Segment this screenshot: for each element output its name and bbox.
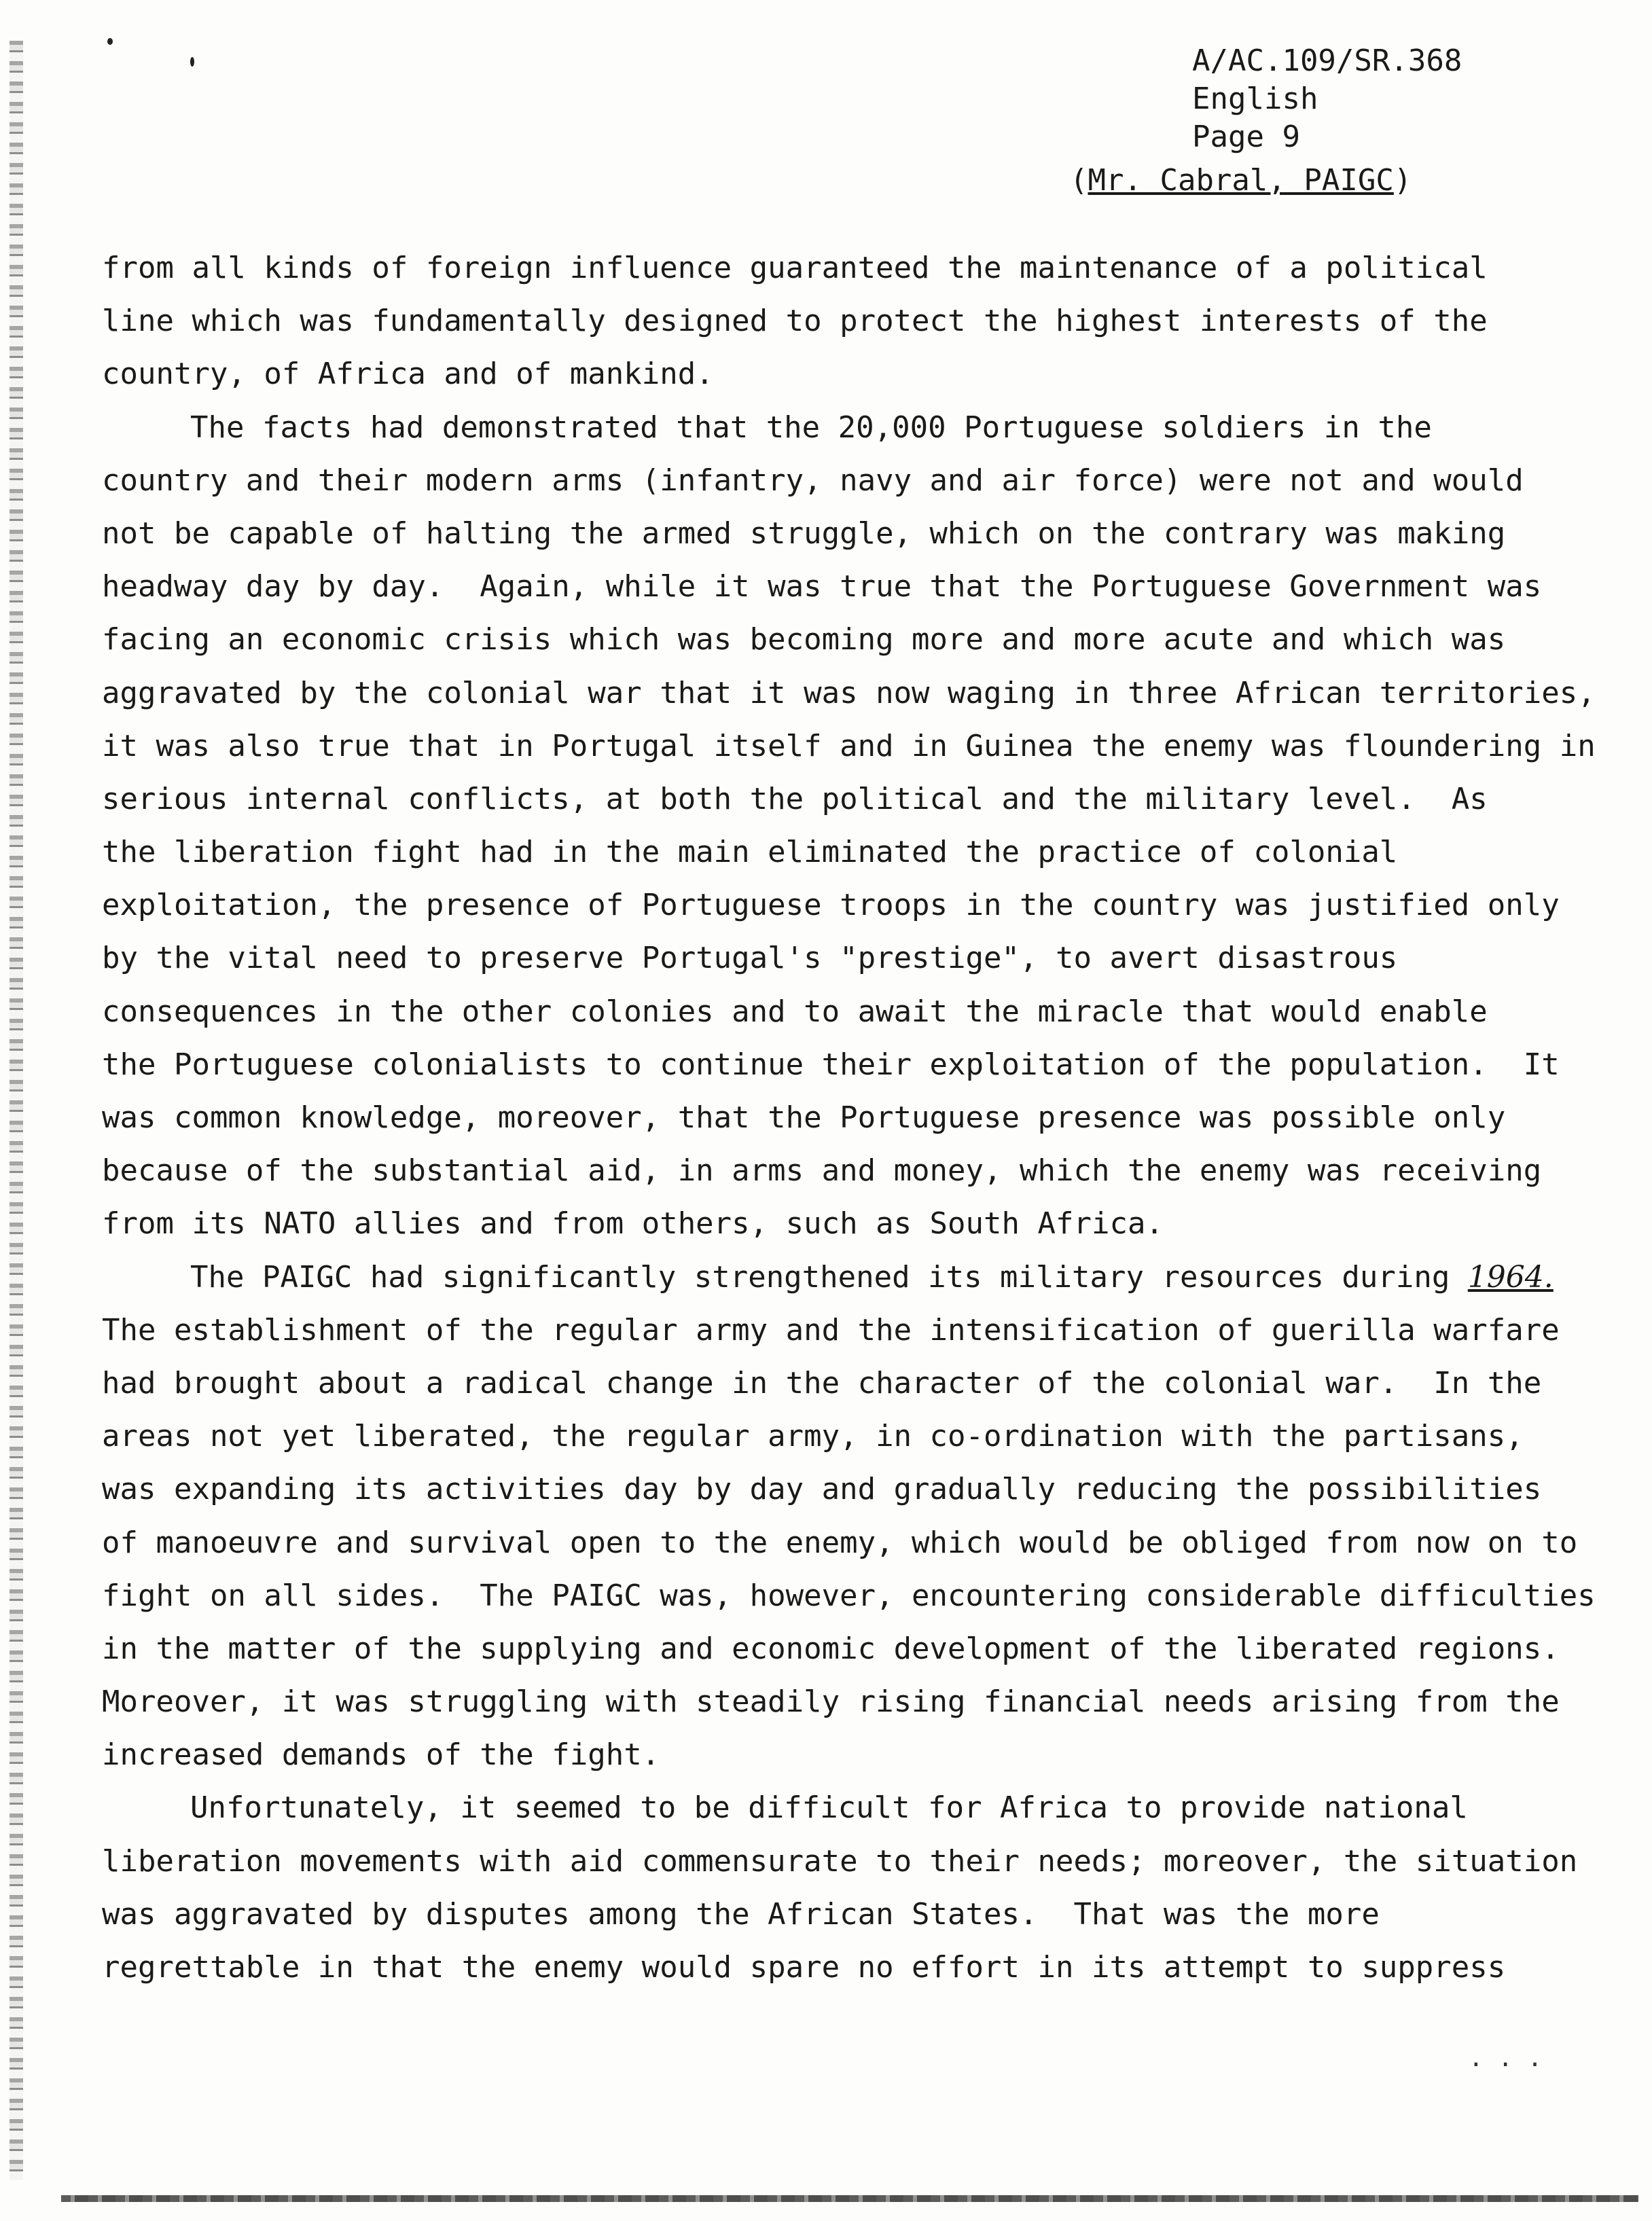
text-line xyxy=(102,1517,1578,1570)
speaker-name: Mr. Cabral, PAIGC xyxy=(1088,163,1394,198)
scan-binding-edge xyxy=(10,41,23,2180)
text-line xyxy=(102,986,1542,1039)
body-text xyxy=(102,242,1596,1994)
scan-speck xyxy=(107,38,113,45)
text-line xyxy=(102,295,1542,348)
handwritten-year: 1964. xyxy=(1467,1259,1554,1295)
text-line xyxy=(102,826,1542,879)
line-text: of manoeuvre and survival open to the enemy, which would be obliged from now on to xyxy=(102,1525,1578,1560)
line-text: The establishment of the regular army and the intensification of guerilla warfare xyxy=(102,1312,1560,1348)
text-line xyxy=(102,720,1596,773)
line-text: because of the substantial aid, in arms and money, which the enemy was receiving xyxy=(102,1153,1542,1189)
line-text: the liberation fight had in the main eliminated the practice of colonial xyxy=(102,835,1398,870)
text-line xyxy=(102,1623,1560,1676)
text-line xyxy=(102,1304,1560,1357)
line-text: not be capable of halting the armed struggle, which on the contrary was making xyxy=(102,516,1506,551)
line-text: fight on all sides. The PAIGC was, however, encountering considerable difficulties xyxy=(102,1578,1596,1613)
text-line xyxy=(102,1782,1542,1835)
text-line xyxy=(102,401,1542,454)
text-line xyxy=(102,1676,1560,1729)
document-header xyxy=(1192,42,1462,156)
text-line xyxy=(102,932,1542,985)
continuation-mark: . . . xyxy=(1469,2044,1543,2072)
line-text: liberation movements with aid commensurate to their needs; moreover, the situation xyxy=(102,1843,1578,1879)
line-text: country and their modern arms (infantry, navy and air force) were not and would xyxy=(102,463,1524,498)
line-text: from all kinds of foreign influence guaranteed the maintenance of a political xyxy=(102,251,1488,285)
text-line xyxy=(102,560,1542,613)
text-line xyxy=(102,879,1560,932)
line-text: was aggravated by disputes among the African States. That was the more xyxy=(102,1896,1380,1932)
page-number: Page 9 xyxy=(1192,120,1300,154)
line-text: country, of Africa and of mankind. xyxy=(102,357,714,392)
line-text: aggravated by the colonial war that it was now waging in three African territories, xyxy=(102,675,1596,710)
text-line xyxy=(102,1039,1560,1091)
line-text: areas not yet liberated, the regular army, in co-ordination with the partisans, xyxy=(102,1419,1524,1454)
text-line xyxy=(102,1941,1542,1994)
line-text: Moreover, it was struggling with steadily rising financial needs arising from the xyxy=(102,1684,1560,1720)
doc-language: English xyxy=(1192,82,1318,116)
text-line xyxy=(102,1410,1542,1463)
text-line xyxy=(102,1570,1596,1623)
text-line xyxy=(102,1251,1554,1304)
line-text: by the vital need to preserve Portugal's "prestige", to avert disastrous xyxy=(102,941,1398,976)
line-text: line which was fundamentally designed to protect the highest interests of the xyxy=(102,304,1488,339)
text-line xyxy=(102,1357,1542,1410)
line-text: headway day by day. Again, while it was true that the Portuguese Government was xyxy=(102,569,1542,604)
line-text: serious internal conflicts, at both the political and the military level. As xyxy=(102,781,1488,816)
text-line xyxy=(102,1835,1578,1888)
text-line xyxy=(102,1144,1542,1197)
speaker-attribution xyxy=(1070,163,1412,198)
text-line xyxy=(102,1091,1542,1144)
line-text: facing an economic crisis which was becoming more and more acute and which was xyxy=(102,622,1506,657)
scan-speck xyxy=(190,57,194,67)
text-line xyxy=(102,613,1542,666)
line-text: The PAIGC had significantly strengthened its military resources during xyxy=(190,1259,1468,1295)
text-line xyxy=(102,1197,1542,1250)
doc-symbol: A/AC.109/SR.368 xyxy=(1192,43,1462,78)
line-text: was common knowledge, moreover, that the Portuguese presence was possible only xyxy=(102,1100,1506,1135)
line-text: was expanding its activities day by day and gradually reducing the possibilities xyxy=(102,1472,1542,1507)
text-line xyxy=(102,454,1542,507)
scan-bottom-edge xyxy=(61,2195,1638,2202)
line-text: it was also true that in Portugal itself and in Guinea the enemy was floundering in xyxy=(102,728,1596,763)
text-line xyxy=(102,1888,1542,1941)
line-text: from its NATO allies and from others, such as South Africa. xyxy=(102,1206,1164,1242)
line-text: in the matter of the supplying and economic development of the liberated regions. xyxy=(102,1631,1560,1666)
line-text: consequences in the other colonies and to await the miracle that would enable xyxy=(102,994,1488,1029)
line-text: The facts had demonstrated that the 20,000 Portuguese soldiers in the xyxy=(190,410,1432,445)
speaker-open-paren: ( xyxy=(1070,163,1088,198)
text-line xyxy=(102,348,1542,401)
speaker-close-paren: ) xyxy=(1393,163,1412,198)
line-text: regrettable in that the enemy would spare no effort in its attempt to suppress xyxy=(102,1950,1506,1985)
line-text: exploitation, the presence of Portuguese troops in the country was justified only xyxy=(102,888,1560,923)
text-line xyxy=(102,242,1542,295)
line-text: had brought about a radical change in the character of the colonial war. In the xyxy=(102,1365,1542,1401)
text-line xyxy=(102,1463,1542,1516)
text-line xyxy=(102,1729,1542,1782)
line-text: increased demands of the fight. xyxy=(102,1737,660,1773)
text-line xyxy=(102,773,1542,826)
text-line xyxy=(102,667,1596,720)
text-line xyxy=(102,507,1542,560)
line-text: Unfortunately, it seemed to be difficult for Africa to provide national xyxy=(190,1790,1468,1826)
line-text: the Portuguese colonialists to continue their exploitation of the population. It xyxy=(102,1047,1560,1082)
